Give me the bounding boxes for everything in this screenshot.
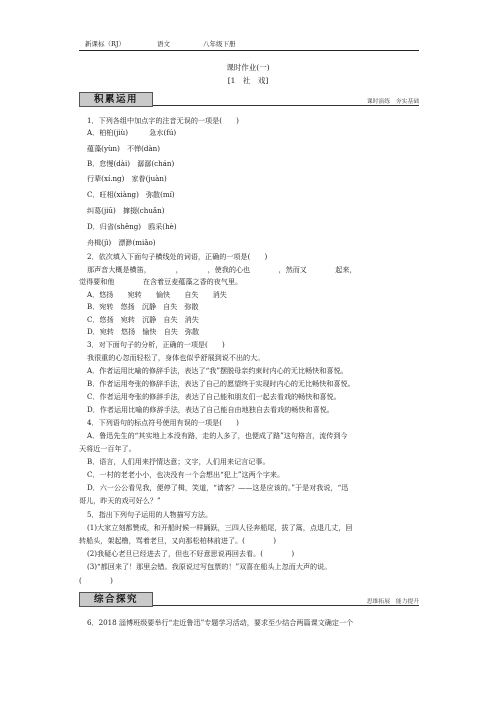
q1-option-a-line1: A．柏桕(jiù) 急水(fú) [87, 128, 177, 137]
page-title: 课时作业(一) [226, 63, 270, 72]
q4-option-a-line1: A．鲁迅先生的“其实地上本没有路，走的人多了，也便成了路”这句格言，流传到今 [87, 431, 348, 440]
q1-option-c-line2: 纠葛(jiū) 撺掇(chuǎn) [87, 206, 165, 215]
q1-option-a-line2: 蕴藻(yùn) 不惮(dàn) [87, 144, 161, 153]
q2-passage-line2: 觉得要和他 在含着豆麦蕴藻之香的夜气里。 [79, 277, 243, 286]
q3-option-d: D．作者运用比喻的修辞手法，表达了自己能自由地独自去看戏的畅快和喜悦。 [87, 405, 334, 414]
section-tag: 积累运用 [79, 92, 153, 107]
section-subtitle: 课时演练 夯实基础 [366, 99, 419, 105]
section-banner-explore [79, 592, 419, 607]
q1-option-b-line1: B．怠慢(dài) 潺潺(chán) [87, 159, 175, 168]
q2-stem: 2．依次填入下面句子横线处的词语，正确的一项是( ) [87, 252, 268, 261]
q4-option-d-line2: 哥儿，昨天的戏可好么？” [79, 496, 161, 505]
q4-option-a-line2: 天将近一百年了。 [79, 444, 136, 453]
q4-option-c: C．一村的老老小小，也决没有一个会想出“犯上”这两个字来。 [87, 470, 285, 479]
q3-option-b: B．作者运用夸张的修辞手法，表达了自己的愿望终于实现时内心的无比畅快和喜悦。 [87, 379, 355, 388]
q3-sentence: 我很重的心忽而轻松了，身体也似乎舒展到说不出的大。 [87, 353, 265, 362]
q3-stem: 3．对下面句子的分析，正确的一项是( ) [87, 340, 225, 349]
q5-sentence2: (2)我疑心老旦已经进去了，但也不好意思说再回去看。( ) [87, 549, 295, 558]
section-rule [153, 605, 419, 606]
q2-passage-line1: 那声音大概是横笛， ， ，使我的心也 ，然而又 起来， [87, 265, 357, 274]
header-edition: 新课标（RJ） [85, 40, 125, 48]
q3-option-c: C．作者运用夸张的修辞手法，表达了自己能和朋友们一起去看戏的畅快和喜悦。 [87, 392, 341, 401]
header-grade: 八年级下册 [203, 40, 236, 48]
section-rule [153, 105, 419, 106]
q1-stem: 1．下列各组中加点字的注音无误的一项是( ) [87, 116, 239, 125]
q2-option-a: A．悠扬 宛转 愉快 自失 消失 [87, 290, 227, 299]
q4-stem: 4．下列语句的标点符号使用有误的一项是( ) [87, 418, 239, 427]
q5-sentence3-line2: ( ) [79, 576, 113, 585]
q1-option-d-line2: 舟楫(jì) 漂渺(miǎo) [87, 238, 156, 247]
q2-option-b: B．宛转 悠扬 沉静 自失 弥散 [87, 302, 199, 311]
header-rule [79, 50, 419, 51]
q1-option-c-line1: C．旺相(xiàng) 弥散(mí) [87, 190, 175, 199]
lesson-title: [1 社 戏] [227, 76, 269, 85]
q3-option-a: A．作者运用比喻的修辞手法，表达了“我”摆脱母亲约束时内心的无比畅快和喜悦。 [87, 366, 348, 375]
q1-option-b-line2: 行辈(xí.ng) 家眷(juàn) [87, 174, 167, 183]
q2-option-c: C．悠扬 宛转 沉静 自失 消失 [87, 315, 199, 324]
section-tag: 综合探究 [79, 592, 153, 607]
q5-sentence1-line2: 转船头，架起橹，骂着老旦，又向那松柏林前进了。( ) [79, 536, 277, 545]
q1-option-d-line1: D．归省(shěng) 鸥采(hè) [87, 222, 177, 231]
q2-option-d: D．宛转 悠扬 愉快 自失 弥散 [87, 327, 200, 336]
q5-sentence1-line1: (1)大家立刻都赞成，和开船时候一样踊跃，三四人径奔船尾，拔了篙，点退几丈，回 [87, 523, 353, 532]
section-subtitle: 思维拓展 能力提升 [366, 599, 419, 605]
q6-stem: 6．2018 淄博班级要举行“走近鲁迅”专题学习活动，要求至少结合两篇课文确定一个 [87, 618, 354, 627]
section-banner-accumulate [79, 92, 419, 107]
q5-stem: 5．指出下列句子运用的人物描写方法。 [87, 510, 213, 519]
q4-option-d-line1: D．六一公公看见我，便停了楫，笑道，“请客？——这是应该的。”于是对我说，“迅 [87, 483, 349, 492]
header-subject: 语文 [157, 40, 170, 48]
q5-sentence3-line1: (3)“都回来了！那里会错。我原说过写包票的！”双喜在船头上忽而大声的说。 [87, 562, 332, 571]
q4-option-b: B．语言，人们用来抒情达意；文字，人们用来记言记事。 [87, 457, 270, 466]
